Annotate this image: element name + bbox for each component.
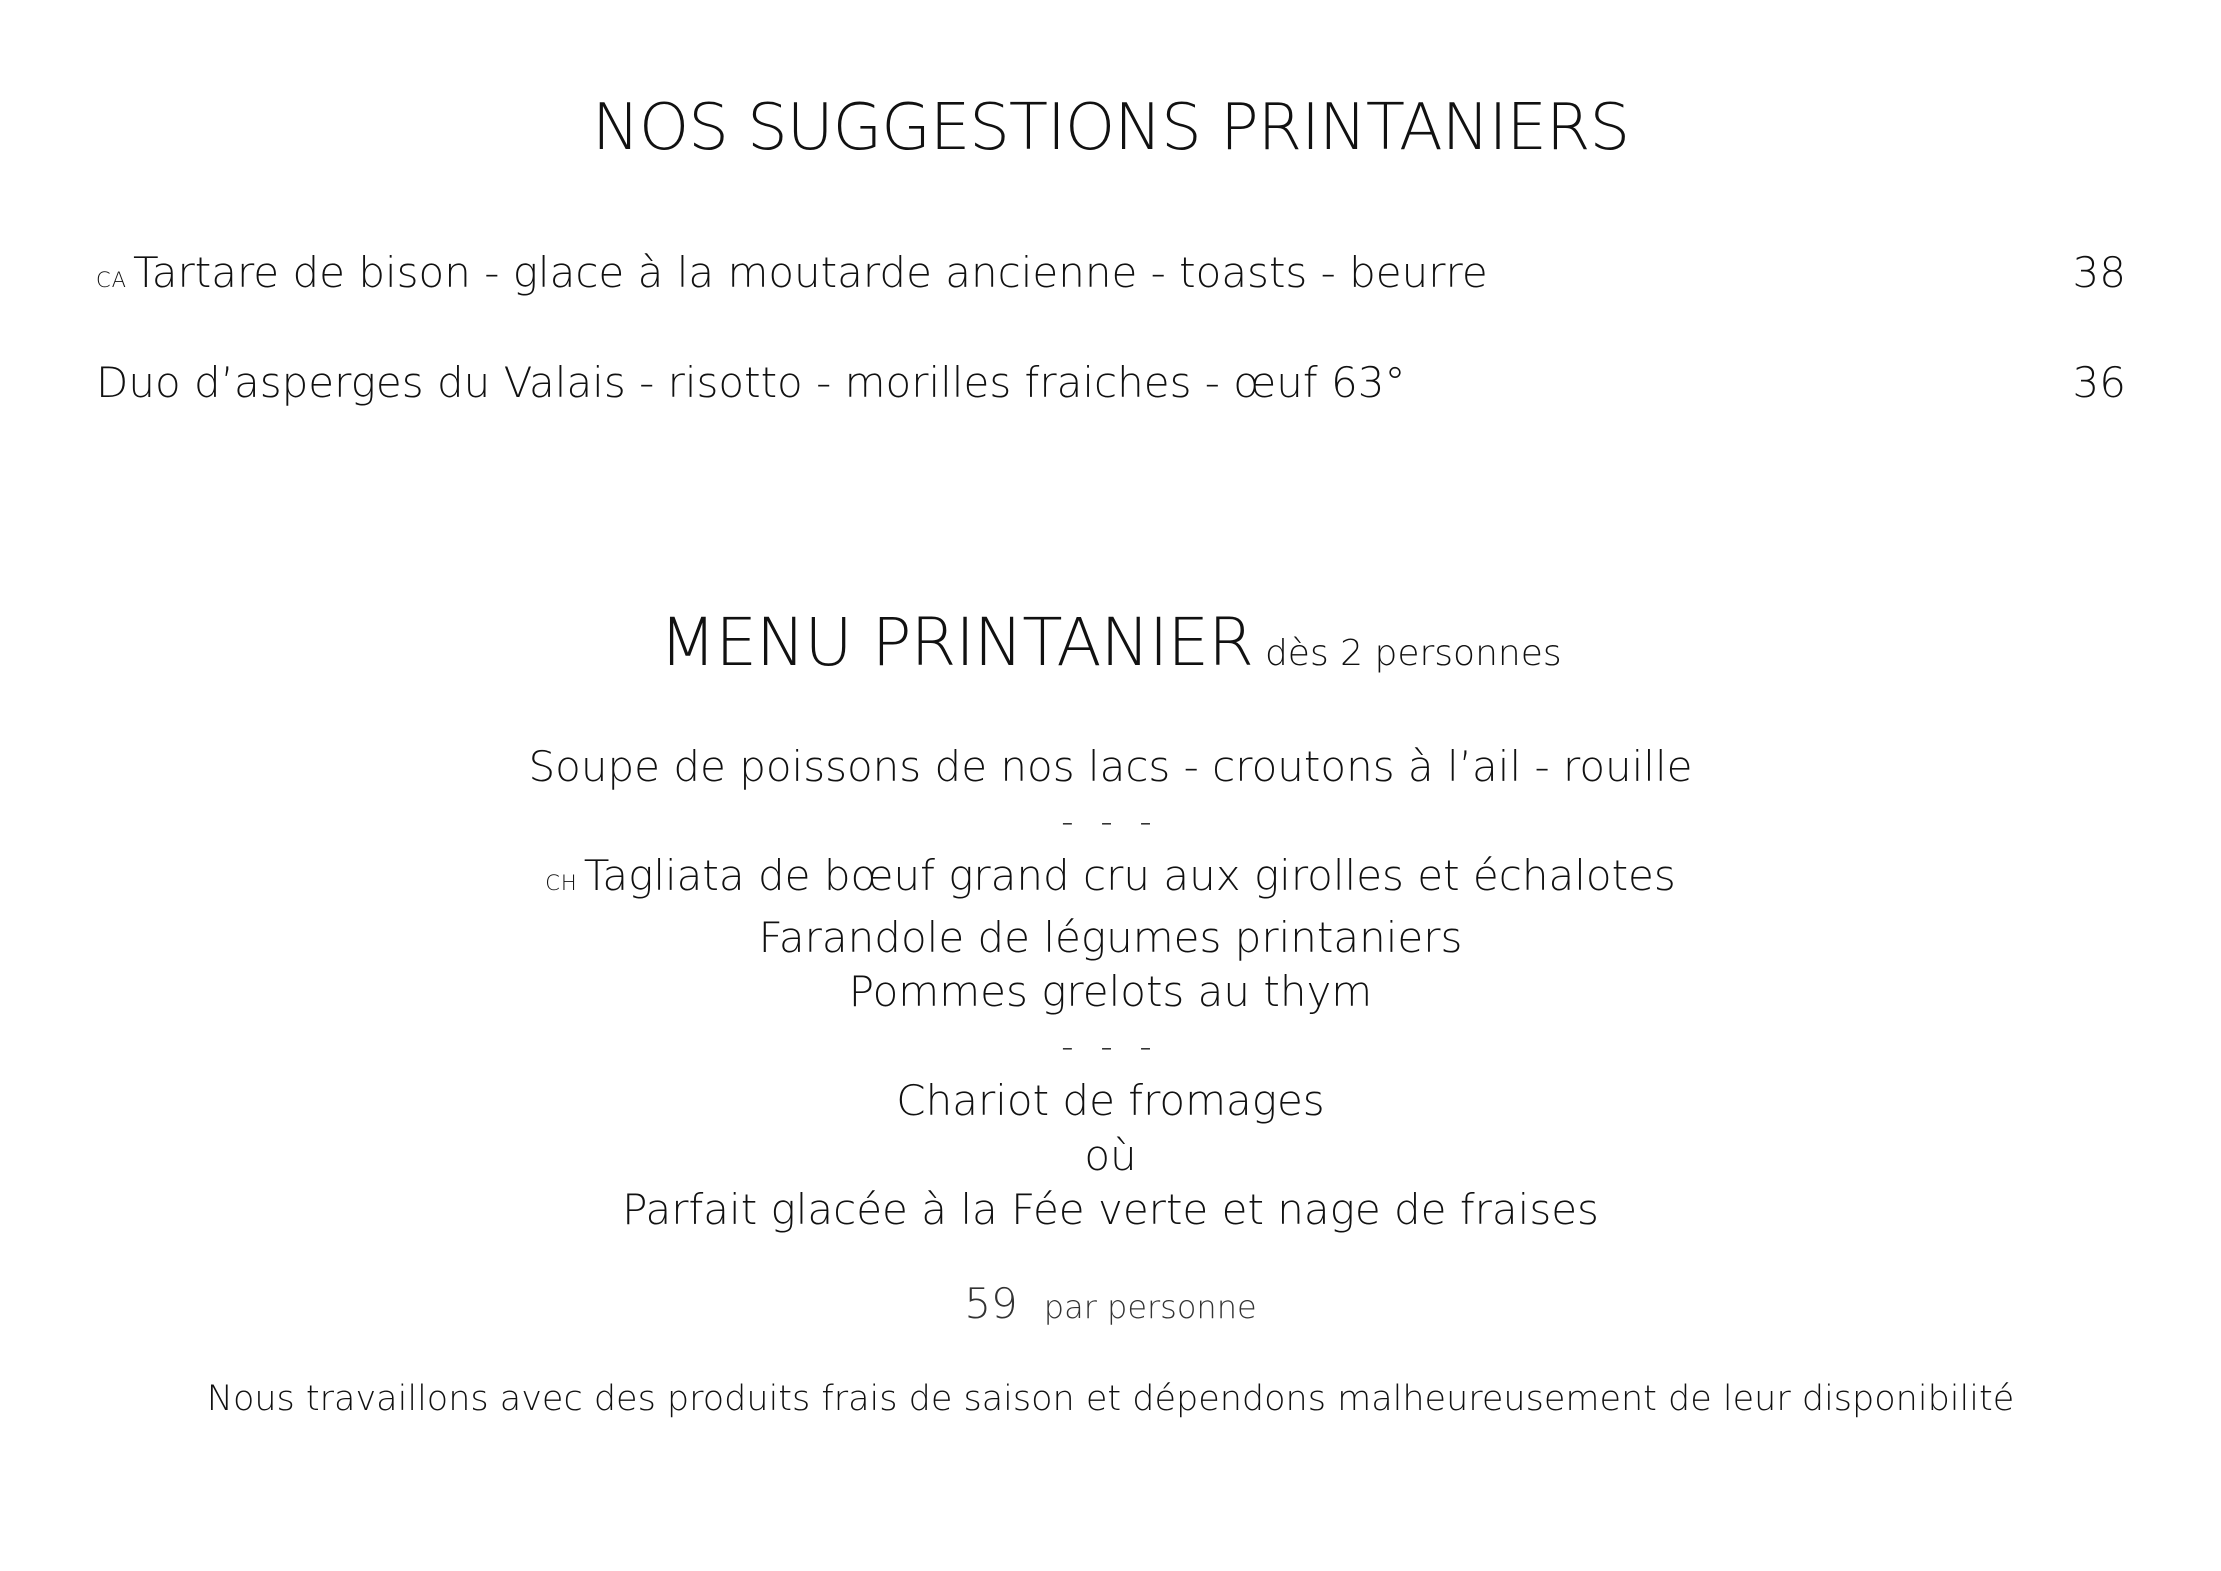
- menu-subtitle: dès 2 personnes: [1264, 633, 1562, 674]
- menu-course-or: où: [1084, 1130, 1137, 1180]
- origin-tag: CH: [545, 871, 578, 895]
- menu-course-dessert: Parfait glacée à la Fée verte et nage de fraises: [622, 1185, 1599, 1234]
- dish-row: [96, 358, 2126, 407]
- menu-courses: [0, 740, 2221, 1238]
- menu-course-cheese: Chariot de fromages: [896, 1076, 1325, 1125]
- dish-row: [96, 248, 2126, 297]
- menu-course-side: Farandole de légumes printaniers: [758, 912, 1463, 962]
- suggestions-title: NOS SUGGESTIONS PRINTANIERS: [591, 91, 1630, 165]
- menu-heading: [0, 604, 2221, 681]
- menu-price-amount: 59: [964, 1279, 1018, 1328]
- menu-course-main-label: Tagliata de bœuf grand cru aux girolles et échalotes: [583, 851, 1676, 900]
- menu-course-main: [0, 849, 2221, 911]
- menu-price-unit: par personne: [1043, 1288, 1257, 1326]
- menu-price: [0, 1279, 2221, 1328]
- dish-name: Tartare de bison - glace à la moutarde ancienne - toasts - beurre: [133, 248, 1488, 297]
- seasonal-footnote: Nous travaillons avec des produits frais de saison et dépendons malheureusement de leur disponibilité: [206, 1379, 2015, 1419]
- menu-title: MENU PRINTANIER: [659, 604, 1253, 681]
- dish-description: [96, 248, 1488, 297]
- menu-course-starter: Soupe de poissons de nos lacs - croutons à l’ail - rouille: [528, 742, 1693, 791]
- course-separator: - - -: [1061, 1026, 1160, 1067]
- origin-tag: CA: [96, 268, 128, 292]
- dish-description: [96, 358, 1406, 407]
- dish-name: Duo d’asperges du Valais - risotto - morilles fraiches - œuf 63°: [96, 358, 1406, 407]
- dish-price: 36: [2072, 358, 2126, 407]
- course-separator: - - -: [1061, 801, 1160, 842]
- dish-price: 38: [2072, 248, 2126, 297]
- menu-course-side: Pommes grelots au thym: [848, 967, 1373, 1016]
